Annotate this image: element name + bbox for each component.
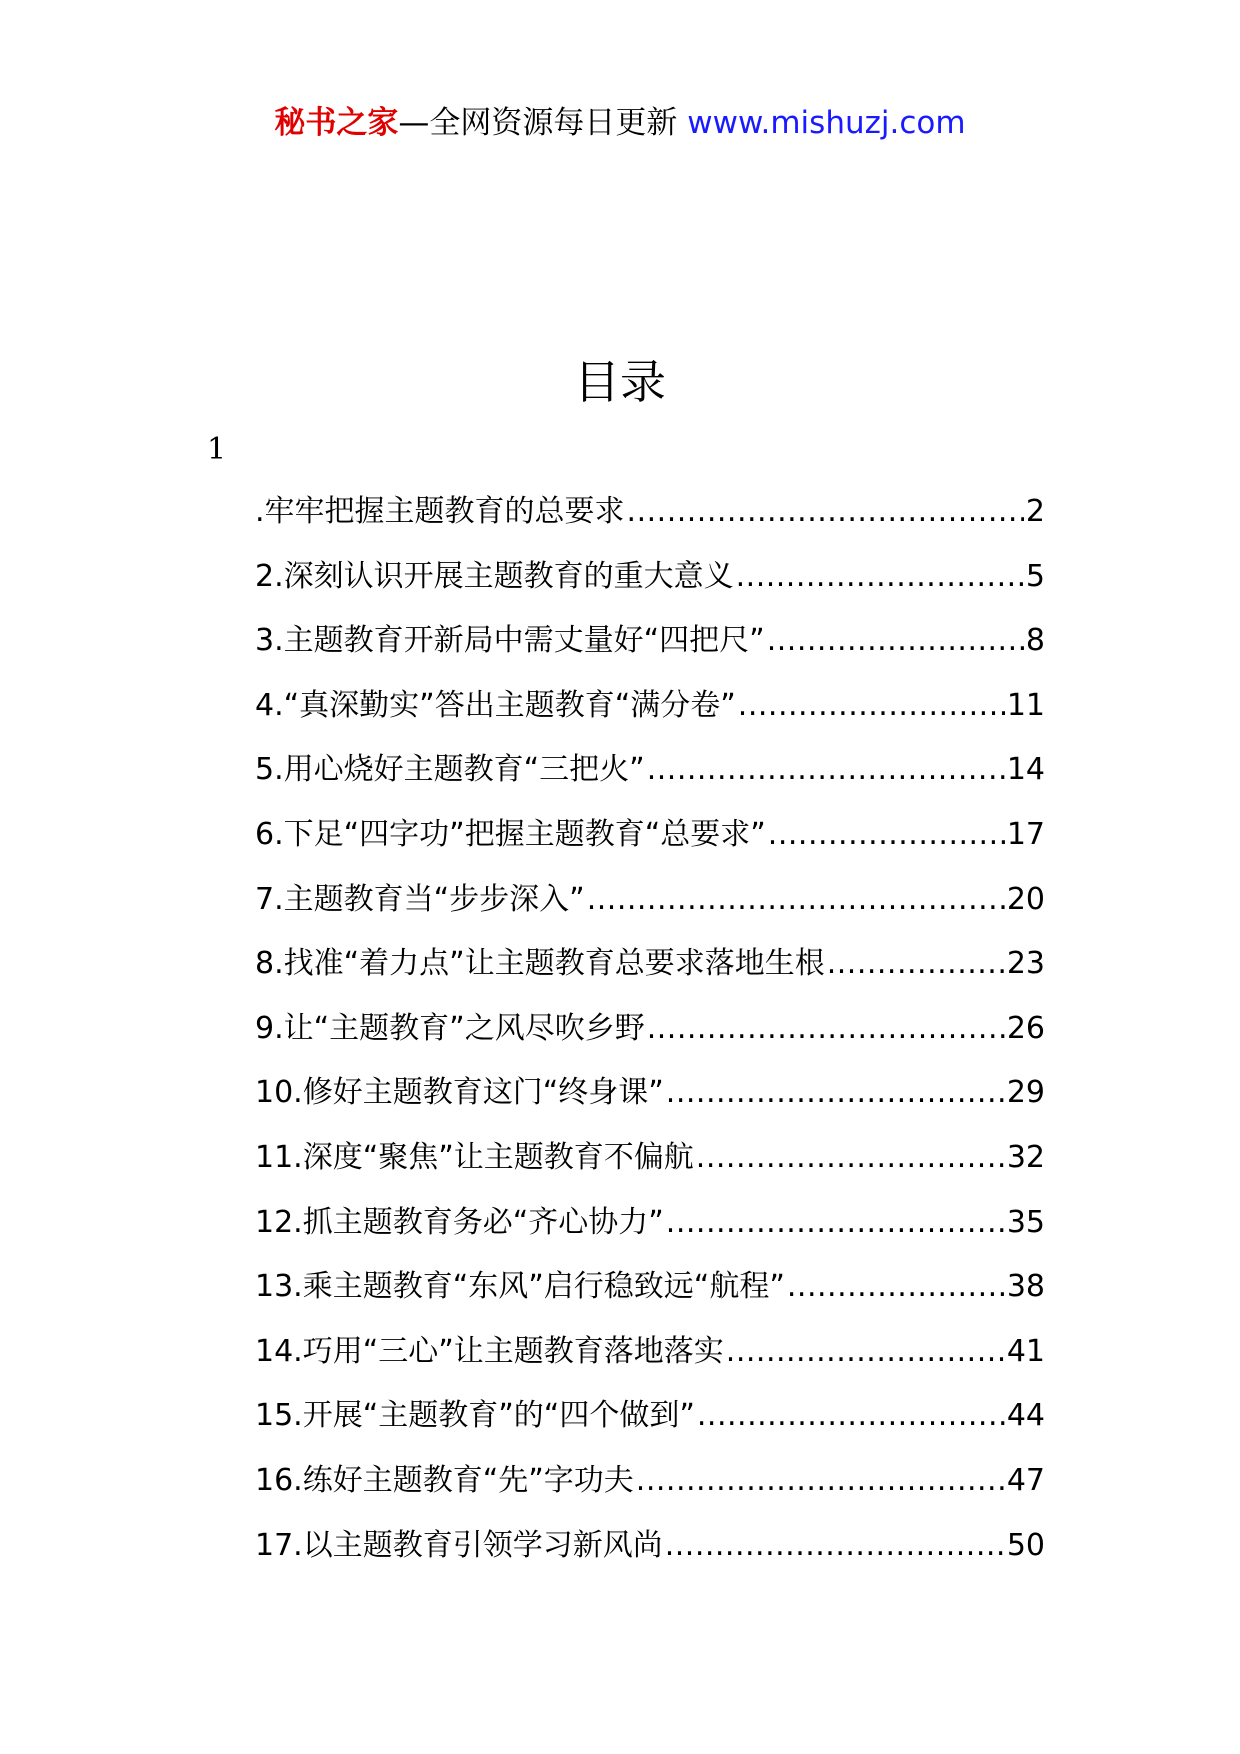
toc-page-number: 2 bbox=[1025, 494, 1045, 529]
toc-page-number: 5 bbox=[1025, 558, 1045, 594]
table-of-contents bbox=[255, 490, 1045, 1588]
toc-page-number: 26 bbox=[1006, 1010, 1045, 1046]
toc-leader-dots bbox=[665, 1524, 1005, 1568]
toc-leader-dots bbox=[768, 813, 1005, 857]
toc-entry[interactable] bbox=[255, 1524, 1045, 1589]
toc-leader-dots bbox=[627, 490, 1024, 534]
toc-leader-dots bbox=[787, 1265, 1005, 1309]
toc-entry[interactable] bbox=[255, 1071, 1045, 1136]
toc-page-number: 20 bbox=[1006, 881, 1045, 917]
toc-leader-dots bbox=[726, 1330, 1005, 1374]
toc-leader-dots bbox=[696, 1136, 1005, 1180]
toc-entry-title: 6.下足“四字功”把握主题教育“总要求” bbox=[255, 816, 766, 852]
toc-entry-title: 13.乘主题教育“东风”启行稳致远“航程” bbox=[255, 1269, 785, 1305]
page-title: 目录 bbox=[574, 355, 666, 409]
toc-entry[interactable] bbox=[255, 684, 1045, 749]
toc-entry[interactable] bbox=[255, 555, 1045, 620]
toc-page-number: 41 bbox=[1006, 1333, 1045, 1369]
banner-slogan: —全网资源每日更新 bbox=[398, 105, 678, 141]
toc-entry-title: 3.主题教育开新局中需丈量好“四把尺” bbox=[255, 623, 765, 659]
toc-page-number: 23 bbox=[1006, 946, 1045, 982]
toc-page-number: 17 bbox=[1006, 816, 1045, 852]
toc-entry-title: 11.深度“聚焦”让主题教育不偏航 bbox=[255, 1139, 694, 1175]
toc-entry[interactable] bbox=[255, 1136, 1045, 1201]
toc-leader-dots bbox=[647, 748, 1005, 792]
toc-entry-title: 8.找准“着力点”让主题教育总要求落地生根 bbox=[255, 946, 825, 982]
toc-entry[interactable] bbox=[255, 878, 1045, 943]
toc-entry-title: 4.“真深勤实”答出主题教育“满分卷” bbox=[255, 687, 736, 723]
toc-leader-dots bbox=[587, 878, 1005, 922]
toc-entry-title: 7.主题教育当“步步深入” bbox=[255, 881, 585, 917]
toc-leader-dots bbox=[827, 942, 1005, 986]
toc-entry-title: 9.让“主题教育”之风尽吹乡野 bbox=[255, 1010, 645, 1046]
toc-entry-title: 12.抓主题教育务必“齐心协力” bbox=[255, 1204, 664, 1240]
toc-page-number: 32 bbox=[1006, 1139, 1045, 1175]
toc-leader-dots bbox=[738, 684, 1005, 728]
toc-entry[interactable] bbox=[255, 490, 1045, 555]
toc-entry-title: 15.开展“主题教育”的“四个做到” bbox=[255, 1398, 695, 1434]
toc-entry[interactable] bbox=[255, 1330, 1045, 1395]
toc-entry[interactable] bbox=[255, 813, 1045, 878]
site-banner bbox=[0, 100, 1240, 146]
toc-entry[interactable] bbox=[255, 1201, 1045, 1266]
toc-page-number: 50 bbox=[1006, 1527, 1045, 1563]
toc-entry-title: 14.巧用“三心”让主题教育落地落实 bbox=[255, 1333, 724, 1369]
toc-entry[interactable] bbox=[255, 1394, 1045, 1459]
toc-leader-dots bbox=[697, 1394, 1005, 1438]
toc-leader-dots bbox=[767, 619, 1024, 663]
toc-entry[interactable] bbox=[255, 1459, 1045, 1524]
toc-entry[interactable] bbox=[255, 942, 1045, 1007]
toc-leader-dots bbox=[647, 1007, 1005, 1051]
toc-page-number: 35 bbox=[1006, 1204, 1045, 1240]
toc-entry-title: .牢牢把握主题教育的总要求 bbox=[255, 494, 625, 529]
toc-page-number: 29 bbox=[1006, 1075, 1045, 1111]
toc-leader-dots bbox=[666, 1201, 1005, 1245]
toc-entry[interactable] bbox=[255, 748, 1045, 813]
toc-page-number: 14 bbox=[1006, 752, 1045, 788]
toc-page-number: 47 bbox=[1006, 1462, 1045, 1498]
toc-entry[interactable] bbox=[255, 1007, 1045, 1072]
toc-leader-dots bbox=[636, 1459, 1005, 1503]
toc-page-number: 38 bbox=[1006, 1269, 1045, 1305]
toc-entry[interactable] bbox=[255, 619, 1045, 684]
toc-page-number: 8 bbox=[1025, 623, 1045, 659]
toc-entry-title: 17.以主题教育引领学习新风尚 bbox=[255, 1527, 663, 1563]
page-marker: 1 bbox=[207, 432, 227, 467]
toc-leader-dots bbox=[666, 1071, 1005, 1115]
toc-entry-title: 16.练好主题教育“先”字功夫 bbox=[255, 1462, 634, 1498]
site-url-link[interactable]: www.mishuzj.com bbox=[687, 105, 966, 141]
brand-name: 秘书之家 bbox=[274, 105, 399, 141]
toc-entry-title: 5.用心烧好主题教育“三把火” bbox=[255, 752, 645, 788]
toc-entry[interactable] bbox=[255, 1265, 1045, 1330]
toc-page-number: 44 bbox=[1006, 1398, 1045, 1434]
toc-entry-title: 2.深刻认识开展主题教育的重大意义 bbox=[255, 558, 734, 594]
toc-entry-title: 10.修好主题教育这门“终身课” bbox=[255, 1075, 664, 1111]
toc-page-number: 11 bbox=[1006, 687, 1045, 723]
toc-leader-dots bbox=[736, 555, 1024, 599]
